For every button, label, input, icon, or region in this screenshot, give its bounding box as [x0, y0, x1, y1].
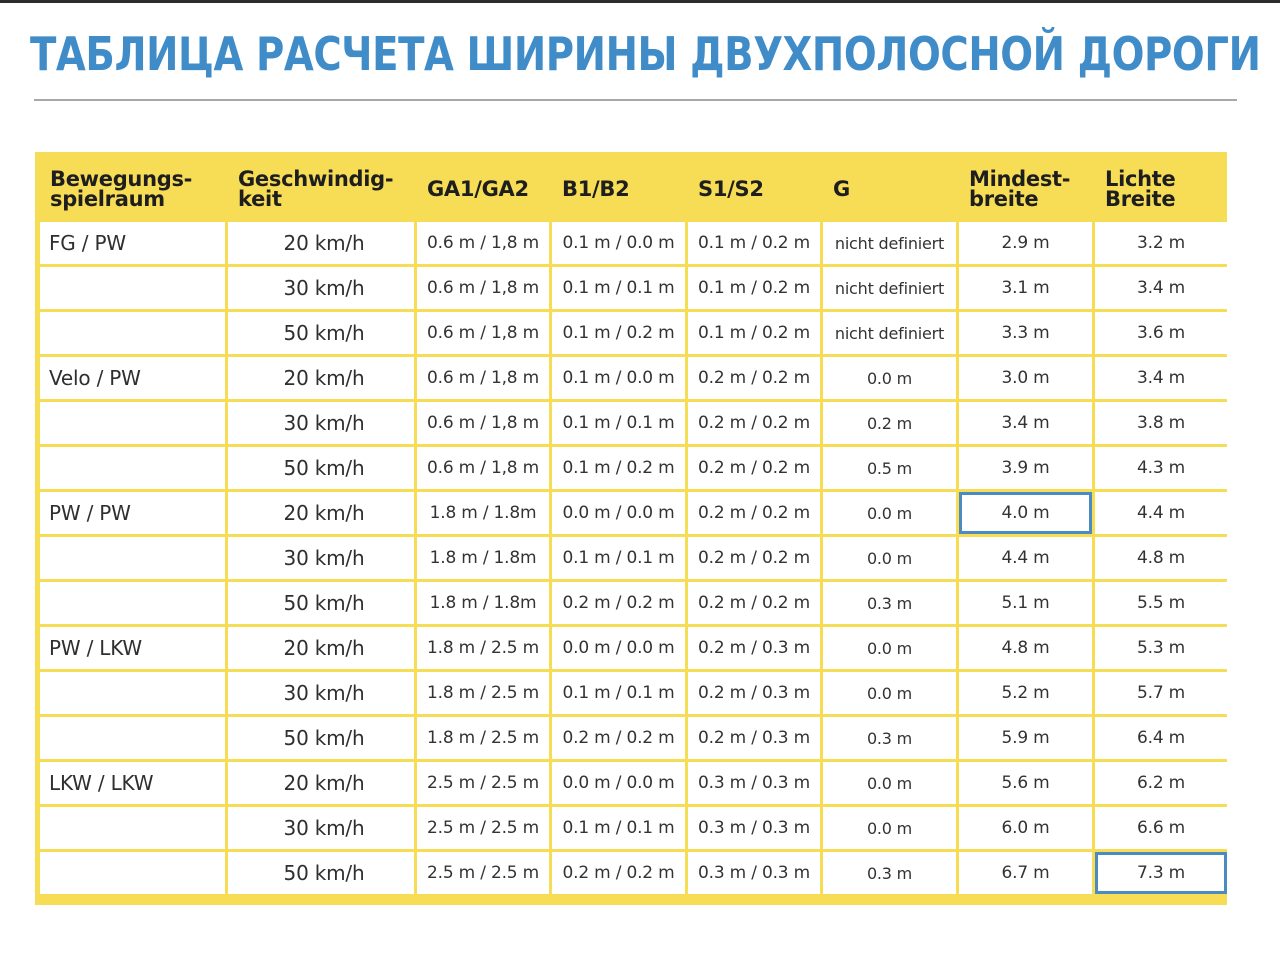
page-title: ТАБЛИЦА РАСЧЕТА ШИРИНЫ ДВУХПОЛОСНОЙ ДОРОГИ	[30, 27, 1261, 81]
cell-clear-width: 6.2 m	[1095, 762, 1227, 804]
cell-g: 0.3 m	[823, 717, 956, 759]
cell-clear-width: 6.4 m	[1095, 717, 1227, 759]
header-s1-s2	[688, 155, 820, 219]
cell-movement-space: PW / PW	[40, 492, 225, 534]
cell-min-width: 2.9 m	[959, 222, 1092, 264]
header-speed	[228, 155, 414, 219]
cell-b1-b2: 0.1 m / 0.1 m	[552, 267, 685, 309]
cell-movement-space: PW / LKW	[40, 627, 225, 669]
cell-s1-s2: 0.2 m / 0.3 m	[688, 717, 820, 759]
cell-g: 0.0 m	[823, 672, 956, 714]
cell-movement-space: FG / PW	[40, 222, 225, 264]
cell-b1-b2: 0.0 m / 0.0 m	[552, 762, 685, 804]
header-b1-b2	[552, 155, 685, 219]
cell-clear-width: 5.5 m	[1095, 582, 1227, 624]
cell-s1-s2: 0.2 m / 0.2 m	[688, 537, 820, 579]
cell-b1-b2: 0.2 m / 0.2 m	[552, 852, 685, 894]
cell-speed: 50 km/h	[228, 312, 414, 354]
cell-ga1-ga2: 2.5 m / 2.5 m	[417, 762, 549, 804]
cell-b1-b2: 0.1 m / 0.0 m	[552, 222, 685, 264]
table-row	[40, 357, 1227, 399]
cell-ga1-ga2: 1.8 m / 1.8m	[417, 537, 549, 579]
cell-clear-width-highlighted: 7.3 m	[1095, 852, 1227, 894]
cell-min-width: 3.9 m	[959, 447, 1092, 489]
cell-min-width: 5.6 m	[959, 762, 1092, 804]
cell-ga1-ga2: 1.8 m / 1.8m	[417, 582, 549, 624]
road-width-table	[37, 152, 1230, 897]
cell-ga1-ga2: 0.6 m / 1,8 m	[417, 402, 549, 444]
cell-speed: 30 km/h	[228, 402, 414, 444]
cell-clear-width: 4.4 m	[1095, 492, 1227, 534]
header-clear-width	[1095, 155, 1227, 219]
title-divider	[34, 99, 1237, 101]
table-body	[40, 222, 1227, 894]
cell-min-width: 4.8 m	[959, 627, 1092, 669]
header-line: Mindest-	[969, 167, 1071, 191]
cell-clear-width: 3.8 m	[1095, 402, 1227, 444]
cell-ga1-ga2: 1.8 m / 1.8m	[417, 492, 549, 534]
header-line: keit	[238, 187, 282, 211]
cell-s1-s2: 0.2 m / 0.2 m	[688, 447, 820, 489]
cell-speed: 50 km/h	[228, 447, 414, 489]
table-row	[40, 402, 1227, 444]
cell-s1-s2: 0.3 m / 0.3 m	[688, 852, 820, 894]
cell-speed: 50 km/h	[228, 582, 414, 624]
cell-ga1-ga2: 0.6 m / 1,8 m	[417, 222, 549, 264]
table-row	[40, 852, 1227, 894]
cell-s1-s2: 0.1 m / 0.2 m	[688, 312, 820, 354]
cell-g: 0.0 m	[823, 537, 956, 579]
cell-movement-space	[40, 807, 225, 849]
cell-g: 0.3 m	[823, 582, 956, 624]
header-line: Bewegungs-	[50, 167, 193, 191]
cell-s1-s2: 0.2 m / 0.2 m	[688, 582, 820, 624]
cell-min-width: 3.4 m	[959, 402, 1092, 444]
cell-g: 0.0 m	[823, 627, 956, 669]
header-line: Lichte	[1105, 167, 1176, 191]
cell-b1-b2: 0.1 m / 0.1 m	[552, 402, 685, 444]
cell-ga1-ga2: 2.5 m / 2.5 m	[417, 852, 549, 894]
cell-movement-space	[40, 852, 225, 894]
cell-ga1-ga2: 1.8 m / 2.5 m	[417, 717, 549, 759]
cell-movement-space	[40, 672, 225, 714]
cell-speed: 30 km/h	[228, 537, 414, 579]
cell-speed: 30 km/h	[228, 807, 414, 849]
header-line: breite	[969, 187, 1039, 211]
cell-speed: 50 km/h	[228, 717, 414, 759]
cell-b1-b2: 0.1 m / 0.2 m	[552, 447, 685, 489]
cell-b1-b2: 0.2 m / 0.2 m	[552, 582, 685, 624]
cell-s1-s2: 0.2 m / 0.2 m	[688, 492, 820, 534]
cell-speed: 50 km/h	[228, 852, 414, 894]
header-line: spielraum	[50, 187, 165, 211]
cell-clear-width: 3.2 m	[1095, 222, 1227, 264]
table-row	[40, 672, 1227, 714]
table-row	[40, 717, 1227, 759]
cell-ga1-ga2: 2.5 m / 2.5 m	[417, 807, 549, 849]
cell-g: 0.5 m	[823, 447, 956, 489]
cell-min-width: 3.3 m	[959, 312, 1092, 354]
road-width-table-container	[35, 152, 1227, 905]
cell-movement-space	[40, 537, 225, 579]
table-row	[40, 222, 1227, 264]
cell-min-width: 5.2 m	[959, 672, 1092, 714]
cell-g: 0.0 m	[823, 357, 956, 399]
cell-ga1-ga2: 1.8 m / 2.5 m	[417, 627, 549, 669]
cell-b1-b2: 0.1 m / 0.1 m	[552, 807, 685, 849]
table-row	[40, 312, 1227, 354]
cell-ga1-ga2: 0.6 m / 1,8 m	[417, 267, 549, 309]
cell-movement-space	[40, 312, 225, 354]
cell-movement-space	[40, 402, 225, 444]
cell-ga1-ga2: 0.6 m / 1,8 m	[417, 447, 549, 489]
header-line: S1/S2	[698, 177, 764, 201]
top-border	[0, 0, 1280, 3]
cell-b1-b2: 0.2 m / 0.2 m	[552, 717, 685, 759]
cell-clear-width: 6.6 m	[1095, 807, 1227, 849]
cell-clear-width: 3.4 m	[1095, 357, 1227, 399]
cell-ga1-ga2: 0.6 m / 1,8 m	[417, 357, 549, 399]
cell-s1-s2: 0.1 m / 0.2 m	[688, 267, 820, 309]
cell-speed: 30 km/h	[228, 672, 414, 714]
table-row	[40, 582, 1227, 624]
cell-s1-s2: 0.3 m / 0.3 m	[688, 807, 820, 849]
cell-s1-s2: 0.3 m / 0.3 m	[688, 762, 820, 804]
cell-min-width: 6.7 m	[959, 852, 1092, 894]
cell-g: nicht definiert	[823, 312, 956, 354]
cell-min-width-highlighted: 4.0 m	[959, 492, 1092, 534]
table-row	[40, 492, 1227, 534]
cell-b1-b2: 0.1 m / 0.1 m	[552, 672, 685, 714]
cell-ga1-ga2: 0.6 m / 1,8 m	[417, 312, 549, 354]
cell-movement-space	[40, 717, 225, 759]
header-min-width	[959, 155, 1092, 219]
cell-clear-width: 5.3 m	[1095, 627, 1227, 669]
header-line: G	[833, 177, 850, 201]
cell-g: 0.0 m	[823, 762, 956, 804]
cell-clear-width: 5.7 m	[1095, 672, 1227, 714]
cell-s1-s2: 0.2 m / 0.2 m	[688, 357, 820, 399]
table-header-row	[40, 155, 1227, 219]
cell-speed: 20 km/h	[228, 627, 414, 669]
table-row	[40, 267, 1227, 309]
cell-min-width: 6.0 m	[959, 807, 1092, 849]
cell-speed: 30 km/h	[228, 267, 414, 309]
cell-g: nicht definiert	[823, 222, 956, 264]
cell-min-width: 5.1 m	[959, 582, 1092, 624]
cell-b1-b2: 0.0 m / 0.0 m	[552, 492, 685, 534]
cell-min-width: 5.9 m	[959, 717, 1092, 759]
cell-b1-b2: 0.1 m / 0.1 m	[552, 537, 685, 579]
table-row	[40, 762, 1227, 804]
cell-speed: 20 km/h	[228, 762, 414, 804]
header-line: Geschwindig-	[238, 167, 394, 191]
cell-s1-s2: 0.2 m / 0.3 m	[688, 672, 820, 714]
cell-clear-width: 4.8 m	[1095, 537, 1227, 579]
cell-s1-s2: 0.2 m / 0.3 m	[688, 627, 820, 669]
cell-g: 0.0 m	[823, 492, 956, 534]
cell-movement-space	[40, 267, 225, 309]
cell-min-width: 3.1 m	[959, 267, 1092, 309]
cell-clear-width: 4.3 m	[1095, 447, 1227, 489]
cell-g: nicht definiert	[823, 267, 956, 309]
header-ga1-ga2	[417, 155, 549, 219]
table-row	[40, 447, 1227, 489]
cell-b1-b2: 0.1 m / 0.2 m	[552, 312, 685, 354]
cell-ga1-ga2: 1.8 m / 2.5 m	[417, 672, 549, 714]
cell-speed: 20 km/h	[228, 492, 414, 534]
cell-clear-width: 3.4 m	[1095, 267, 1227, 309]
cell-g: 0.2 m	[823, 402, 956, 444]
cell-clear-width: 3.6 m	[1095, 312, 1227, 354]
cell-speed: 20 km/h	[228, 222, 414, 264]
cell-movement-space	[40, 582, 225, 624]
table-row	[40, 537, 1227, 579]
cell-s1-s2: 0.1 m / 0.2 m	[688, 222, 820, 264]
header-movement-space	[40, 155, 225, 219]
cell-movement-space	[40, 447, 225, 489]
cell-movement-space: LKW / LKW	[40, 762, 225, 804]
cell-g: 0.3 m	[823, 852, 956, 894]
header-g	[823, 155, 956, 219]
cell-s1-s2: 0.2 m / 0.2 m	[688, 402, 820, 444]
cell-min-width: 3.0 m	[959, 357, 1092, 399]
header-line: GA1/GA2	[427, 177, 529, 201]
table-row	[40, 627, 1227, 669]
cell-b1-b2: 0.1 m / 0.0 m	[552, 357, 685, 399]
cell-min-width: 4.4 m	[959, 537, 1092, 579]
table-row	[40, 807, 1227, 849]
cell-speed: 20 km/h	[228, 357, 414, 399]
cell-g: 0.0 m	[823, 807, 956, 849]
cell-b1-b2: 0.0 m / 0.0 m	[552, 627, 685, 669]
cell-movement-space: Velo / PW	[40, 357, 225, 399]
header-line: Breite	[1105, 187, 1176, 211]
header-line: B1/B2	[562, 177, 630, 201]
